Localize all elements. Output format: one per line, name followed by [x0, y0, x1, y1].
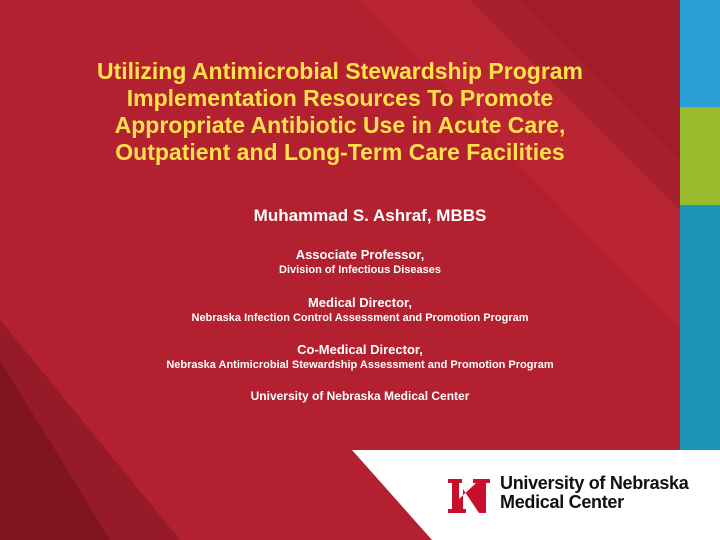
- title-line: Implementation Resources To Promote: [126, 85, 554, 111]
- role-title: Co-Medical Director,: [297, 342, 423, 357]
- title-line: Outpatient and Long-Term Care Facilities: [115, 139, 565, 165]
- role-organization: Division of Infectious Diseases: [279, 264, 441, 276]
- unmc-n-icon: [446, 473, 492, 519]
- institution-name: University of Nebraska Medical Center: [250, 389, 470, 403]
- title-line: Utilizing Antimicrobial Stewardship Program: [96, 58, 584, 84]
- author-name: Muhammad S. Ashraf, MBBS: [253, 206, 487, 225]
- logo-line-university: University of Nebraska: [500, 473, 689, 493]
- role-organization: Nebraska Antimicrobial Stewardship Assessment and Promotion Program: [166, 359, 554, 371]
- title-line: Appropriate Antibiotic Use in Acute Care,: [114, 112, 566, 138]
- role-title: Associate Professor,: [295, 247, 425, 262]
- role-organization: Nebraska Infection Control Assessment and Promotion Program: [191, 312, 529, 324]
- logo-line-medical-center: Medical Center: [500, 492, 624, 512]
- logo-wordmark: [500, 474, 688, 512]
- role-title: Medical Director,: [307, 295, 413, 310]
